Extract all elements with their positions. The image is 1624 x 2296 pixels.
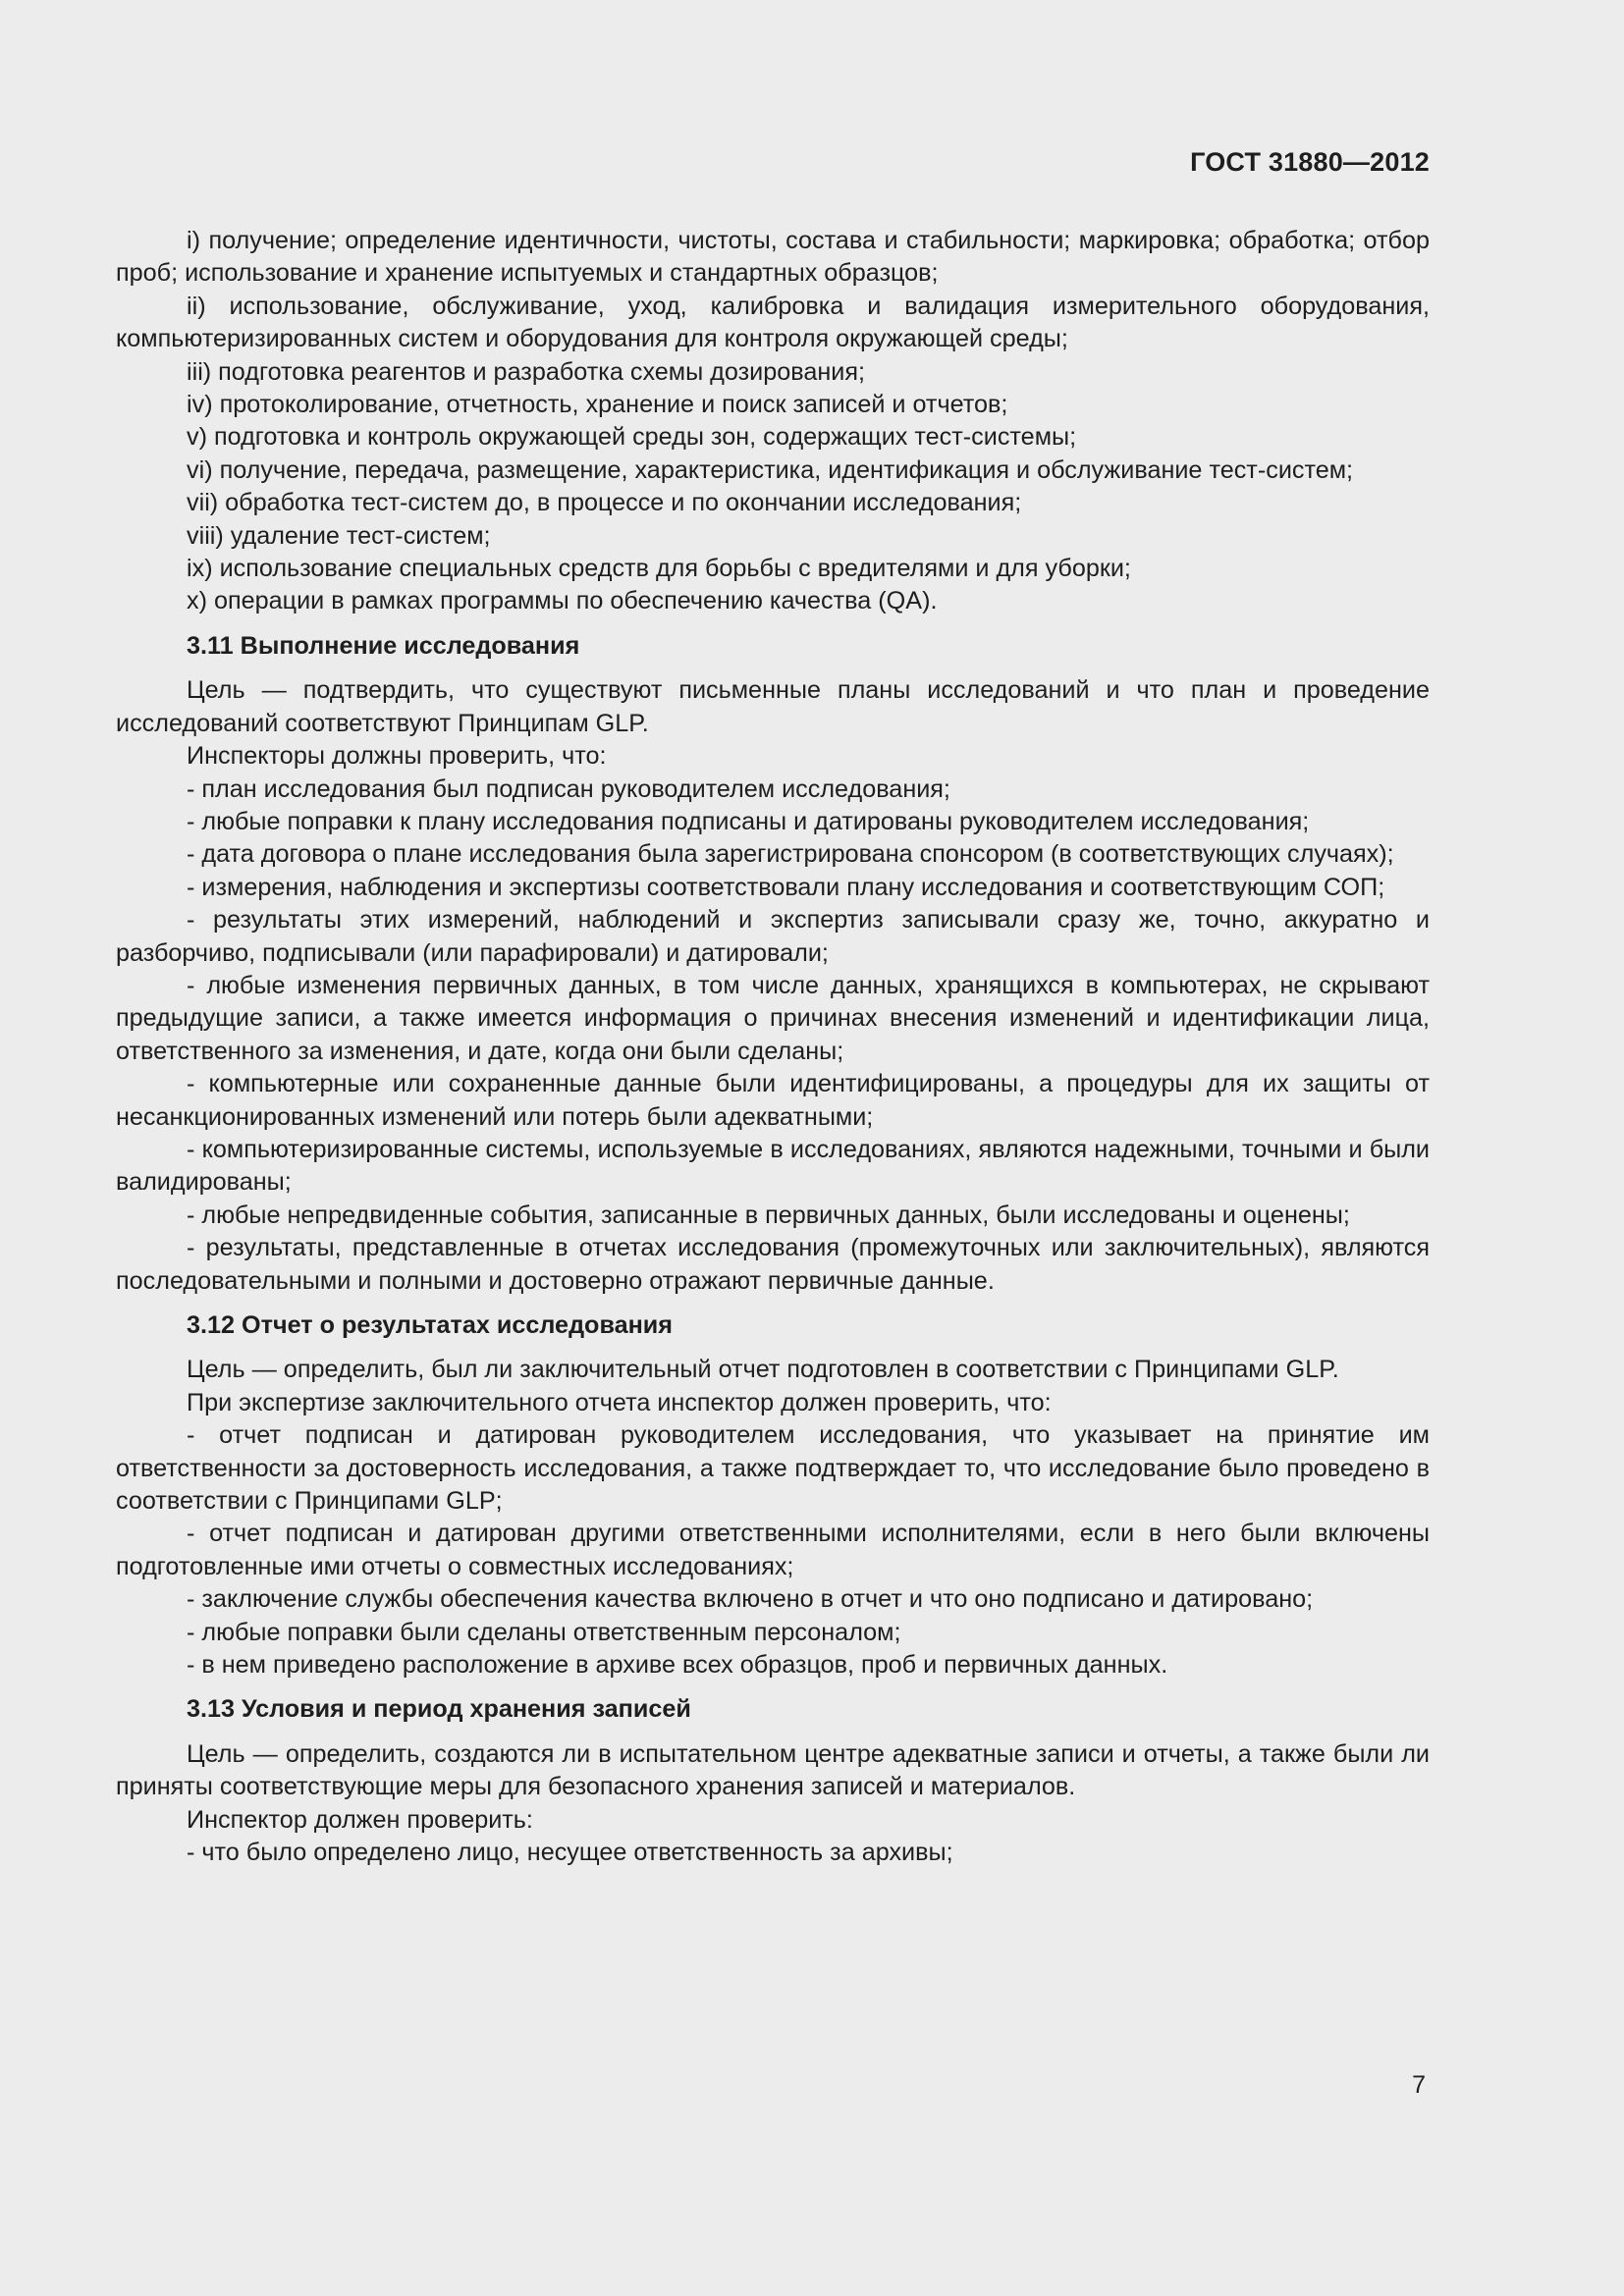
- check-item: - любые непредвиденные события, записанные в первичных данных, были исследованы и оценены;: [187, 1201, 1350, 1229]
- list-item: ix) использование специальных средств для борьбы с вредителями и для уборки;: [187, 555, 1131, 583]
- check-item: - дата договора о плане исследования была зарегистрирована спонсором (в соответствующих случаях);: [187, 840, 1394, 869]
- section-heading-3-11: 3.11 Выполнение исследования: [187, 631, 580, 660]
- check-item: - любые поправки были сделаны ответственным персоналом;: [187, 1618, 901, 1646]
- check-item: - план исследования был подписан руководителем исследования;: [187, 774, 950, 803]
- list-item: iii) подготовка реагентов и разработка схемы дозирования;: [187, 357, 865, 386]
- standard-header: ГОСТ 31880—2012: [1190, 147, 1430, 177]
- section-goal: Цель — определить, создаются ли в испытательном центре адекватные записи и отчеты, а также были ли приняты соответствующие меры для безопасного хранения записей и материалов.: [116, 1739, 1430, 1801]
- section-intro: Инспектор должен проверить:: [187, 1805, 533, 1834]
- check-item: - результаты, представленные в отчетах исследования (промежуточных или заключительных), являются последовательными и полными и достоверно отражают первичные данные.: [116, 1234, 1430, 1295]
- check-item: - что было определено лицо, несущее ответственность за архивы;: [187, 1839, 953, 1867]
- check-item: - компьютеризированные системы, используемые в исследованиях, являются надежными, точными и были валидированы;: [116, 1135, 1430, 1197]
- page-number: 7: [1412, 2071, 1426, 2099]
- check-item: - измерения, наблюдения и экспертизы соответствовали плану исследования и соответствующим СОП;: [187, 873, 1385, 901]
- section-heading-3-12: 3.12 Отчет о результатах исследования: [187, 1311, 673, 1339]
- check-item: - отчет подписан и датирован руководителем исследования, что указывает на принятие им ответственности за достоверность исследования, а также подтверждает то, что исследование было проведено в соответствии с Принципами GLP;: [116, 1421, 1430, 1516]
- body-text: [116, 225, 1430, 1870]
- list-item: vii) обработка тест-систем до, в процессе и по окончании исследования;: [187, 489, 1022, 517]
- check-item: - компьютерные или сохраненные данные были идентифицированы, а процедуры для их защиты от несанкционированных изменений или потерь были адекватными;: [116, 1070, 1430, 1131]
- list-item: i) получение; определение идентичности, чистоты, состава и стабильности; маркировка; обработка; отбор проб; использование и хранение испытуемых и стандартных образцов;: [116, 227, 1430, 288]
- check-item: - любые поправки к плану исследования подписаны и датированы руководителем исследования;: [187, 807, 1310, 835]
- check-item: - в нем приведено расположение в архиве всех образцов, проб и первичных данных.: [187, 1651, 1168, 1680]
- list-item: x) операции в рамках программы по обеспечению качества (QA).: [187, 587, 938, 615]
- list-item: vi) получение, передача, размещение, характеристика, идентификация и обслуживание тест-систем;: [187, 455, 1354, 484]
- list-item: ii) использование, обслуживание, уход, калибровка и валидация измерительного оборудования, компьютеризированных систем и оборудования для контроля окружающей среды;: [116, 292, 1430, 353]
- list-item: v) подготовка и контроль окружающей среды зон, содержащих тест-системы;: [187, 423, 1077, 452]
- check-item: - заключение службы обеспечения качества включено в отчет и что оно подписано и датировано;: [187, 1585, 1314, 1614]
- section-intro: При экспертизе заключительного отчета инспектор должен проверить, что:: [187, 1388, 1052, 1416]
- section-heading-3-13: 3.13 Условия и период хранения записей: [187, 1695, 691, 1724]
- section-intro: Инспекторы должны проверить, что:: [187, 742, 607, 771]
- list-item: viii) удаление тест-систем;: [187, 521, 491, 550]
- check-item: - результаты этих измерений, наблюдений и экспертиз записывали сразу же, точно, аккуратно и разборчиво, подписывали (или парафировали) и датировали;: [116, 906, 1430, 967]
- section-goal: Цель — подтвердить, что существуют письменные планы исследований и что план и проведение исследований соответствуют Принципам GLP.: [116, 676, 1430, 737]
- check-item: - любые изменения первичных данных, в том числе данных, хранящихся в компьютерах, не скрывают предыдущие записи, а также имеется информация о причинах внесения изменений и идентификации лица, ответственного за изменения, и дате, когда они были сделаны;: [116, 971, 1430, 1065]
- list-item: iv) протоколирование, отчетность, хранение и поиск записей и отчетов;: [187, 391, 1008, 419]
- section-goal: Цель — определить, был ли заключительный отчет подготовлен в соответствии с Принципами GLP.: [187, 1356, 1339, 1384]
- check-item: - отчет подписан и датирован другими ответственными исполнителями, если в него были включены подготовленные ими отчеты о совместных исследованиях;: [116, 1520, 1430, 1580]
